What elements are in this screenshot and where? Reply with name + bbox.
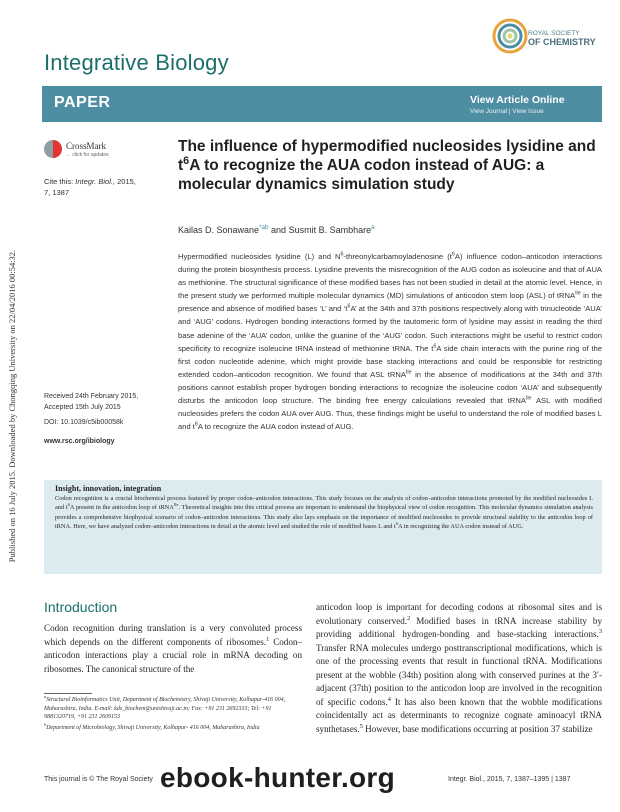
intro-right-column xyxy=(316,601,602,736)
intro-seg: Transfer RNA molecules undergo posttranscriptional modifications, which is one of the processing events that result in functional tRNA. Modifications present at the wobble (34th) position along with conserved purines at the 3′-adjacent (37th) position to the anticodon loop are involved in the recognition of specific codons. xyxy=(316,642,602,707)
footnote-text: Structural Bioinformatics Unit, Department of Biochemistry, Shivaji University, Kolhapur-416 004, Maharashtra, India. E-mail: kds_biochem@unishivaji.ac.in; Fax: +91 231 2692333; Tel: +91 9881320719, +91 231 2609153 xyxy=(44,697,286,721)
cite-journal: Integr. Biol., xyxy=(75,177,116,186)
insight-text xyxy=(55,494,593,531)
footnote-text: Department of Microbiology, Shivaji University, Kolhapur- 416 004, Maharashtra, India xyxy=(46,724,260,731)
view-article-online-link[interactable]: View Article Online xyxy=(470,94,565,106)
footnote-mark: b xyxy=(44,721,47,727)
insight-heading: Insight, innovation, integration xyxy=(55,484,162,493)
insight-sup: 6 xyxy=(395,520,398,526)
abstract-sup: 6 xyxy=(433,343,437,350)
cite-page: 1387 xyxy=(52,188,70,197)
rsc-logo-line2: OF CHEMISTRY xyxy=(528,37,596,47)
authors-and: and xyxy=(271,225,287,235)
watermark: ebook-hunter.org xyxy=(160,762,396,793)
footnote-a xyxy=(44,696,302,722)
abstract-seg: in the absence of modifications at the 34th and 37th positions cannot establish proper hydrogen bonding interactions to recognize the isoleucine codon ‘AUA’ and subsequently disturbs the anticodon loop structure. The binding free energy calculations revealed that tRNA xyxy=(178,369,602,406)
abstract-seg: A’ at the 34th and 37th positions respectively along with trinucleotide ‘AUA’ and ‘AUG’ codons. Hydrogen bonding interactions formed by the tautomeric form of lysidine may assist in reading the third base adenine of the ‘AUA’ codon, unlike the guanine of the ‘AUG’ codon. Such interactions might be useful to restrict codon specificity to recognize isoleucine tRNA instead of methionine tRNA. The t xyxy=(178,304,602,353)
introduction-heading: Introduction xyxy=(44,599,118,615)
crossmark-sublabel[interactable]: ← click for updates xyxy=(66,152,109,158)
intro-seg: However, base modifications occurring at position 37 stabilize xyxy=(362,723,593,734)
cite-volume: 7 xyxy=(44,188,49,197)
rsc-logo-line1: ROYAL SOCIETY xyxy=(528,30,580,37)
footnote-mark: a xyxy=(44,694,47,699)
download-side-note: Published on 16 July 2015. Downloaded by Chongqing University on 22/04/2016 00:54:32. xyxy=(7,249,17,563)
crossmark-icon[interactable] xyxy=(44,140,62,158)
cite-year: 2015, xyxy=(117,177,136,186)
abstract-seg: -threonylcarbamoyladenosine (t xyxy=(343,252,452,261)
journal-website-link[interactable]: www.rsc.org/ibiology xyxy=(44,438,115,445)
ref-link[interactable]: 3 xyxy=(598,627,602,635)
abstract-sup: 6 xyxy=(194,421,198,428)
intro-seg: Codon recognition during translation is a very convoluted process which depends on the different components of ribosomes. xyxy=(44,623,302,647)
intro-seg: Codon–anticodon interactions play a crucial role in mRNA decoding on ribosomes. The canonical structure of the xyxy=(44,636,302,674)
footnote-rule xyxy=(44,693,92,694)
ref-link[interactable]: 4 xyxy=(387,695,391,703)
article-title: The influence of hypermodified nucleosides lysidine and $t^6A$ to recognize the AUA codon instead of AUG: a molecular dynamics simulation study xyxy=(178,138,596,193)
insight-sup: Ile xyxy=(173,502,179,508)
intro-seg: It has also been known that the wobble modifications coincidentally act as determinants to recognize cognate aminoacyl tRNA synthetases. xyxy=(316,696,602,734)
ref-link[interactable]: 1 xyxy=(266,635,270,643)
insight-seg: Codon recognition is a crucial biochemical process featured by proper codon–anticodon interactions. This study focuses on the analysis of codon–anticodon interactions promoted by the modified nucleosides L and t xyxy=(55,495,593,512)
abstract-seg: A to recognize the AUA codon instead of AUG. xyxy=(197,422,354,432)
abstract-sup: Ile xyxy=(405,369,412,376)
received-date: Received 24th February 2015, xyxy=(44,393,139,400)
author-1[interactable]: Kailas D. Sonawane xyxy=(178,225,260,235)
view-journal-issue-links[interactable]: View Journal | View Issue xyxy=(470,108,544,115)
abstract-sup: 6 xyxy=(347,303,351,310)
abstract-seg: A) influence codon–anticodon interactions during the protein biosynthesis process. Lysidine prevents the misrecognition of the AUG codon as isoleucine and that of AUA as methionine. The structural significance of these modified bases has not been studied in detail at the atomic level. Hence, in the present study we performed multiple molecular dynamics (MD) simulations of anticodon stem loop (ASL) of tRNA xyxy=(178,252,602,301)
ref-link[interactable]: 5 xyxy=(359,722,363,730)
abstract-sup: 6 xyxy=(451,251,455,258)
doi[interactable]: DOI: 10.1039/c5ib00058k xyxy=(44,419,124,426)
insight-seg: A present in the anticodon loop of tRNA xyxy=(69,504,174,512)
rsc-logo-text xyxy=(528,30,596,46)
insight-sup: 6 xyxy=(67,502,70,508)
footnote-b xyxy=(44,721,302,733)
abstract-seg: ASL with modified nucleosides prefers the codon AUA over AUG. Thus, these findings might be useful to understand the role of modified bases L and t xyxy=(178,396,602,432)
author-2[interactable]: Susmit B. Sambhare xyxy=(288,225,372,235)
author-1-affil: *ab xyxy=(259,224,269,231)
abstract-sup: Ile xyxy=(525,395,532,402)
insight-seg: A in recognizing the AUA codon instead of AUG. xyxy=(397,522,524,530)
accepted-date: Accepted 15th July 2015 xyxy=(44,403,121,411)
abstract-seg: Hypermodified nucleosides lysidine (L) and N xyxy=(178,252,341,261)
abstract-seg: in the presence and absence of modified bases ‘L’ and ‘t xyxy=(178,291,602,314)
journal-title[interactable]: Integrative Biology xyxy=(44,50,229,75)
author-list xyxy=(178,225,375,235)
ref-link[interactable]: 2 xyxy=(407,614,411,622)
abstract-sup: 6 xyxy=(340,251,344,258)
intro-left-column xyxy=(44,622,302,676)
cite-label: Cite this: xyxy=(44,177,74,186)
rsc-logo-core xyxy=(508,34,513,39)
received-dates xyxy=(44,392,169,413)
footer-copyright: This journal is © The Royal Society xyxy=(44,776,153,783)
intro-seg: anticodon loop is important for decoding codons at ribosomal sites and is evolutionary conserved. xyxy=(316,602,602,626)
insight-seg: . Theoretical insights into this critical process are important to understand the biophysical view of codon recognition. This molecular dynamics simulation analysis provides a comprehensive biophysical scenario of codon–anticodon interactions. This study also lays emphasis on the importance of modified nucleosides to provide structural stability to the anticodon loop of tRNA. Here, we have analyzed codon–anticodon interactions in detail at the atomic level and studied the role of modified bases L and t xyxy=(55,504,593,530)
footer-citation: Integr. Biol., 2015, 7, 1387–1395 | 1387 xyxy=(448,776,571,783)
citation-info: Cite this: Integr. Biol., 2015, 7, 1387 xyxy=(44,177,136,197)
abstract-sup: Ile xyxy=(575,290,581,297)
abstract xyxy=(178,250,602,433)
paper-type-label: PAPER xyxy=(54,94,111,111)
author-2-affil: a xyxy=(371,224,375,231)
abstract-seg: A side chain interacts with the purine ring of the first codon nucleotide adenine, which might provide base stacking interactions and could be responsible for restricting extended codon–anticodon recognition. We found that ASL tRNA xyxy=(178,343,603,379)
affiliation-footnotes xyxy=(44,696,302,732)
intro-seg: Modified bases in tRNA increase stability by providing additional hydrogen-bonding and base-stacking interactions. xyxy=(316,615,602,639)
crossmark-label[interactable]: CrossMark xyxy=(66,141,106,151)
